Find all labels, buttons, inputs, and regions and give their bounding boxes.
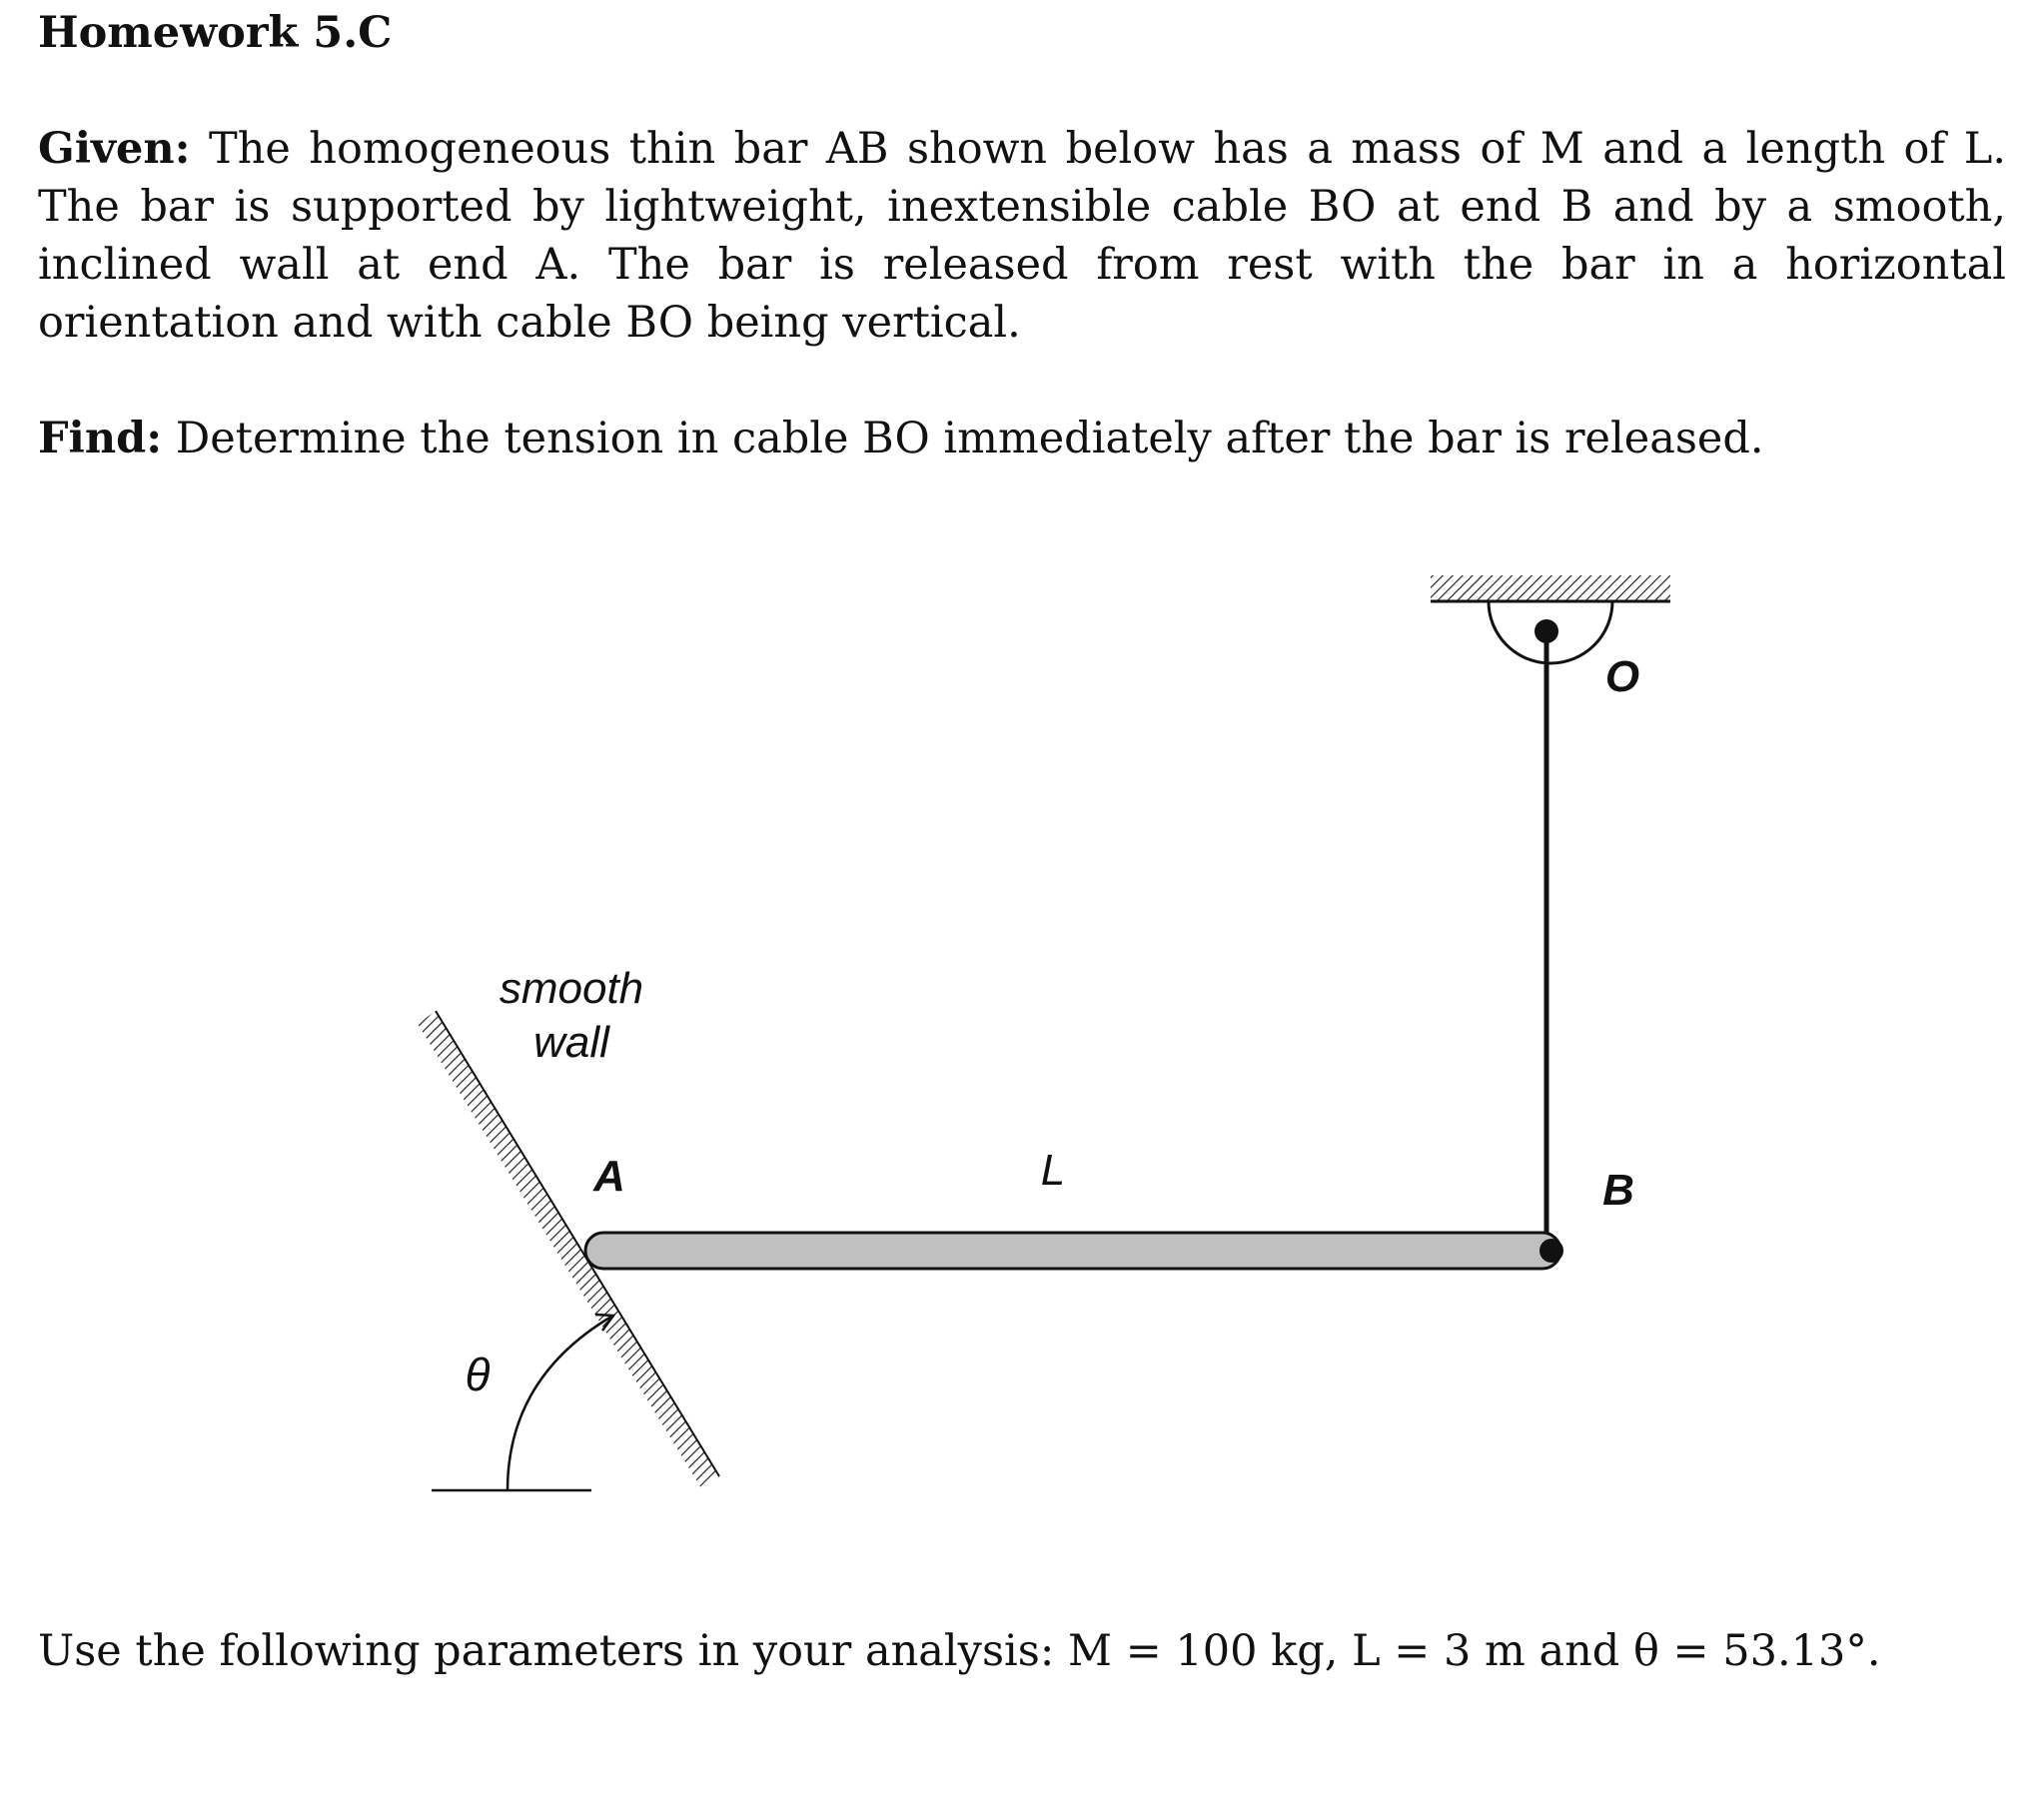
label-point-o: O bbox=[1604, 652, 1640, 701]
wall-label-line2: wall bbox=[533, 1018, 609, 1067]
wall-label-line1: smooth bbox=[499, 964, 644, 1013]
parameters-line: Use the following parameters in your analysis: M = 100 kg, L = 3 m and θ = 53.13°. bbox=[38, 1626, 1881, 1676]
find-label: Find: bbox=[38, 414, 163, 463]
label-length-l: L bbox=[1040, 1146, 1066, 1195]
page-title: Homework 5.C bbox=[38, 8, 393, 58]
given-label: Given: bbox=[38, 124, 191, 174]
ceiling-support bbox=[1431, 575, 1670, 601]
theta-arc bbox=[508, 1317, 611, 1490]
bar-ab bbox=[585, 1233, 1560, 1269]
label-point-a: A bbox=[593, 1152, 625, 1201]
given-text: The homogeneous thin bar AB shown below has a mass of M and a length of L. The bar is supported by lightweight, inextensible cable BO at end B and by a smooth, inclined wall at end A. The bar is released from rest with the bar in a horizontal orientation and with cable BO being vertical. bbox=[38, 124, 2006, 348]
pin-b bbox=[1539, 1239, 1563, 1263]
find-text: Determine the tension in cable BO immediately after the bar is released. bbox=[175, 414, 1764, 463]
label-point-b: B bbox=[1602, 1166, 1634, 1215]
label-theta: θ bbox=[465, 1349, 491, 1400]
